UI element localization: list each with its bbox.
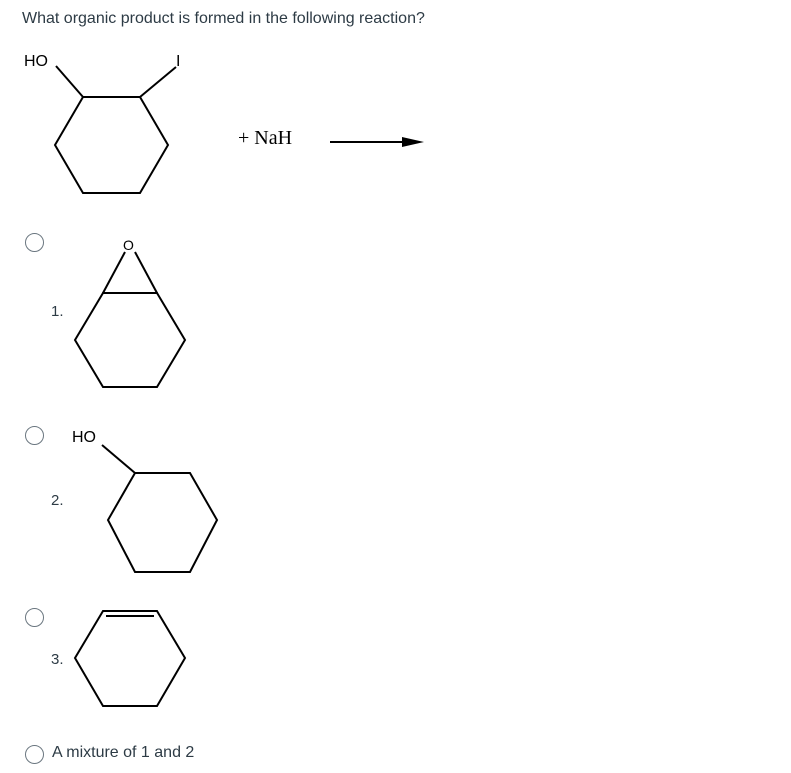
option-1-number: 1. — [51, 303, 64, 320]
option-2-structure — [60, 420, 230, 590]
cyclohexane-ring — [55, 66, 176, 193]
option-3-number: 3. — [51, 651, 64, 668]
reaction-arrow-icon — [330, 137, 424, 147]
iodo-bond — [140, 67, 176, 97]
reactant-structure — [0, 0, 460, 210]
option-2-radio[interactable] — [25, 426, 44, 445]
reagent-label: + NaH — [238, 127, 293, 149]
question-prompt: What organic product is formed in the following reaction? — [22, 10, 425, 27]
option-1-structure — [60, 225, 200, 395]
option-1-radio[interactable] — [25, 233, 44, 252]
epoxide-oxygen-label: O — [123, 237, 134, 253]
option-3-radio[interactable] — [25, 608, 44, 627]
option-4-radio[interactable] — [25, 745, 44, 764]
ho-bond — [56, 66, 83, 97]
option-2-number: 2. — [51, 492, 64, 509]
hydroxyl-label: HO — [72, 429, 96, 446]
option-3-structure — [60, 600, 200, 720]
ho-label: HO — [24, 53, 48, 70]
option-4-label: A mixture of 1 and 2 — [52, 744, 195, 761]
iodo-label: I — [176, 53, 181, 70]
